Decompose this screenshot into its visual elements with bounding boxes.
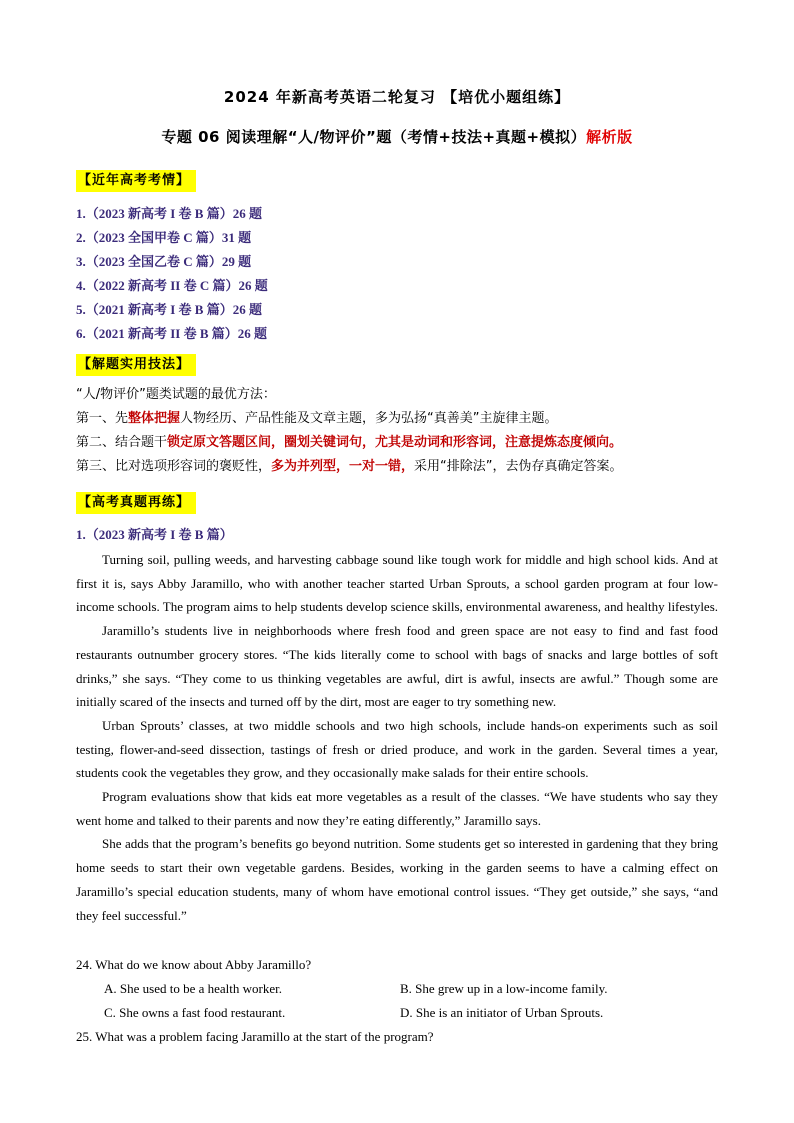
option-d: D. She is an initiator of Urban Sprouts. [400,1005,604,1020]
option-c: C. She owns a fast food restaurant. [104,1005,286,1020]
method-step-1 [76,407,736,431]
method-tag: 【解题实用技法】 [76,354,196,376]
method-text: 第一、先 [76,411,129,426]
exam-info-tag: 【近年高考考情】 [76,170,196,192]
passage-paragraph: Program evaluations show that kids eat more vegetables as a result of the classes. “We have students who say they went home and talked to their parents and now they’re eating differently,” Jaramillo says. [76,789,718,828]
options-row [76,977,736,1001]
method-highlight: 整体把握 [128,411,181,426]
exam-list-item: 4.（2022 新高考 II 卷 C 篇）26 题 [76,278,268,293]
method-intro: “人/物评价”题类试题的最优方法： [76,387,276,402]
passage-heading: 1.（2023 新高考 I 卷 B 篇） [76,527,233,542]
option-a: A. She used to be a health worker. [104,981,282,996]
method-text: 第二、结合题干 [76,435,168,450]
method-step-3 [76,455,736,479]
subtitle-main: 专题 06 阅读理解“人/物评价”题（考情+技法+真题+模拟） [161,128,587,146]
exam-list-item: 3.（2023 全国乙卷 C 篇）29 题 [76,254,252,269]
question-block [76,953,736,1049]
method-step-2 [76,431,736,455]
passage-paragraph: Urban Sprouts’ classes, at two middle schools and two high schools, include hands-on experiments such as soil testing, flower-and-seed dissection, tastings of fresh or dried produce, and work in the garden. Several times a year, students cook the vegetables they grow, and they occasionally make salads for their entire schools. [76,717,718,781]
passage-paragraph: She adds that the program’s benefits go beyond nutrition. Some students get so interested in gardening that they bring home seeds to start their own vegetable gardens. Besides, working in the garden seems to have a calming effect on Jaramillo’s special education students, many of whom have emotional control issues. “They get outside,” she says, “and they feel successful.” [76,836,718,923]
question-24: 24. What do we know about Abby Jaramillo? [76,957,312,972]
method-text: 第三、比对选项形容词的褒贬性， [76,459,272,474]
method-block [76,383,736,479]
exam-list-item: 2.（2023 全国甲卷 C 篇）31 题 [76,230,252,245]
passage-paragraph: Jaramillo’s students live in neighborhoods where fresh food and green space are not easy to find and fast food restaurants outnumber grocery stores. “The kids literally come to school with bags of snacks and large bottles of soft drinks,” she says. “They come to us thinking vegetables are awful, dirt is awful, insects are awful.” Though some are initially scared of the insects and turned off by the dirt, most are eager to try something new. [76,623,718,710]
document-subtitle [0,126,794,147]
question-25: 25. What was a problem facing Jaramillo at the start of the program? [76,1029,434,1044]
method-highlight: 多为并列型，一对一错， [271,459,415,474]
real-exam-tag: 【高考真题再练】 [76,492,196,514]
exam-list-item: 1.（2023 新高考 I 卷 B 篇）26 题 [76,206,262,221]
exam-list-item: 6.（2021 新高考 II 卷 B 篇）26 题 [76,326,268,341]
exam-list [76,202,268,346]
subtitle-answer-version: 解析版 [586,128,633,146]
method-highlight: 锁定原文答题区间，圈划关键词句，尤其是动词和形容词，注意提炼态度倾向。 [167,435,623,450]
option-b: B. She grew up in a low-income family. [400,981,608,996]
options-row [76,1001,736,1025]
method-text: 人物经历、产品性能及文章主题，多为弘扬“真善美”主旋律主题。 [180,411,558,426]
document-title: 2024 年新高考英语二轮复习 【培优小题组练】 [223,88,571,106]
reading-passage [76,548,718,927]
exam-list-item: 5.（2021 新高考 I 卷 B 篇）26 题 [76,302,262,317]
method-text: 采用“排除法”，去伪存真确定答案。 [414,459,623,474]
passage-paragraph: Turning soil, pulling weeds, and harvesting cabbage sound like tough work for middle and high school kids. And at first it is, says Abby Jaramillo, who with another teacher started Urban Sprouts, a school garden program at four low-income schools. The program aims to help students develop science skills, environmental awareness, and healthy lifestyles. [76,552,719,615]
